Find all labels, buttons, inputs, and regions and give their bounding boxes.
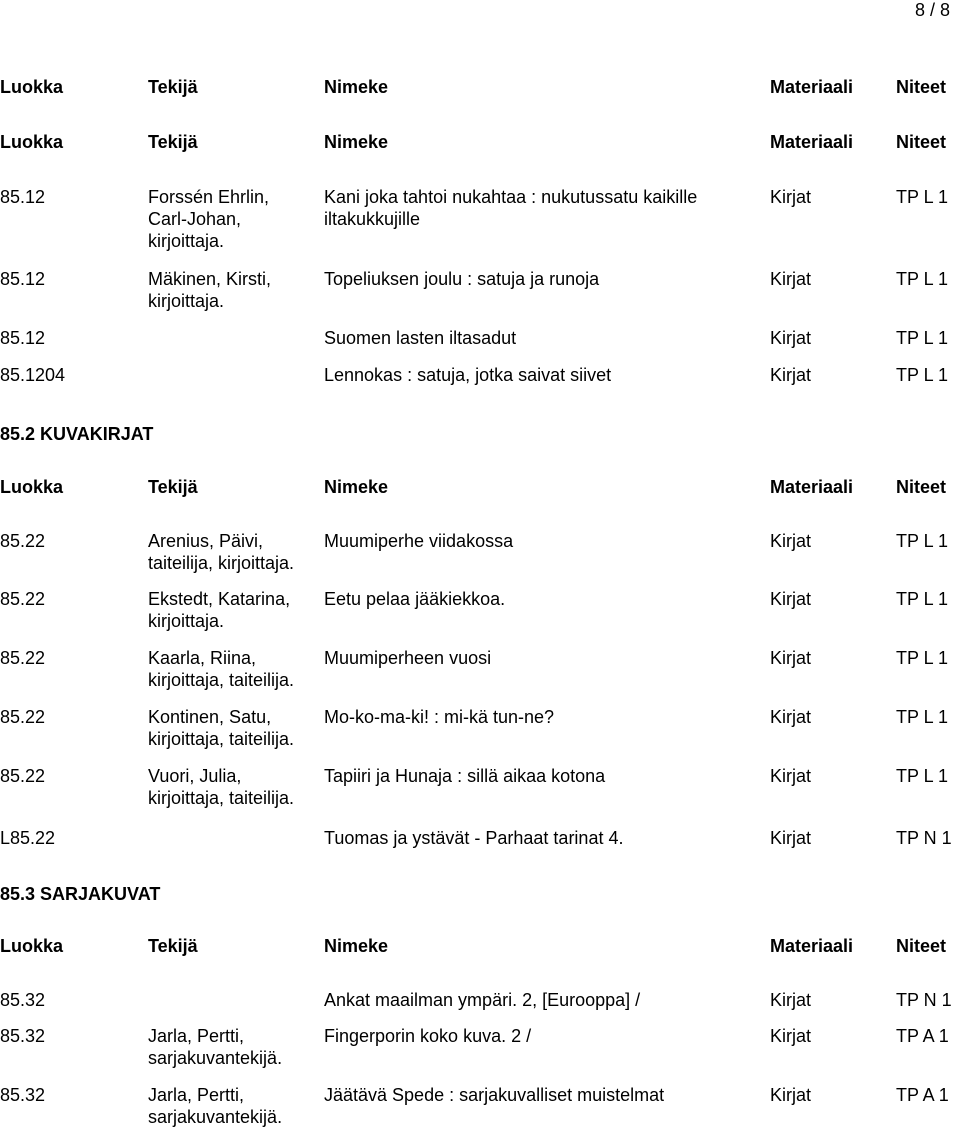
header-niteet: Niteet (896, 77, 947, 97)
table-header (0, 476, 960, 536)
cell-nimeke: Ankat maailman ympäri. 2, [Eurooppa] / (324, 990, 641, 1010)
cell-materiaali: Kirjat (770, 1085, 812, 1105)
cell-tekija: Mäkinen, Kirsti, kirjoittaja. (148, 269, 272, 311)
cell-niteet: TP N 1 (896, 990, 952, 1010)
cell-nimeke: Tapiiri ja Hunaja : sillä aikaa kotona (324, 766, 606, 786)
header-nimeke: Nimeke (324, 936, 389, 956)
cell-niteet: TP L 1 (896, 269, 949, 289)
header-luokka: Luokka (0, 132, 64, 152)
header-materiaali: Materiaali (770, 77, 854, 97)
header-materiaali: Materiaali (770, 477, 854, 497)
cell-niteet: TP N 1 (896, 828, 952, 848)
cell-niteet: TP L 1 (896, 648, 949, 668)
cell-luokka: 85.22 (0, 648, 46, 668)
table-row (0, 364, 960, 424)
header-niteet: Niteet (896, 132, 947, 152)
header-tekija: Tekijä (148, 132, 198, 152)
cell-tekija: Jarla, Pertti, sarjakuvantekijä. (148, 1085, 283, 1127)
header-nimeke: Nimeke (324, 77, 389, 97)
table-row (0, 588, 960, 648)
section-heading: 85.2 KUVAKIRJAT (0, 424, 154, 444)
cell-luokka: 85.22 (0, 766, 46, 786)
header-niteet: Niteet (896, 477, 947, 497)
cell-materiaali: Kirjat (770, 328, 812, 348)
cell-nimeke: Jäätävä Spede : sarjakuvalliset muistelmat (324, 1085, 665, 1105)
cell-nimeke: Muumiperhe viidakossa (324, 531, 514, 551)
cell-nimeke: Muumiperheen vuosi (324, 648, 492, 668)
cell-materiaali: Kirjat (770, 269, 812, 289)
cell-materiaali: Kirjat (770, 1026, 812, 1046)
cell-materiaali: Kirjat (770, 707, 812, 727)
cell-materiaali: Kirjat (770, 589, 812, 609)
cell-materiaali: Kirjat (770, 365, 812, 385)
cell-nimeke: Lennokas : satuja, jotka saivat siivet (324, 365, 612, 385)
cell-niteet: TP A 1 (896, 1085, 949, 1105)
table-row (0, 765, 960, 825)
cell-nimeke: Eetu pelaa jääkiekkoa. (324, 589, 506, 609)
header-materiaali: Materiaali (770, 936, 854, 956)
table-row (0, 647, 960, 707)
cell-materiaali: Kirjat (770, 828, 812, 848)
cell-tekija: Jarla, Pertti, sarjakuvantekijä. (148, 1026, 283, 1068)
cell-nimeke: Kani joka tahtoi nukahtaa : nukutussatu kaikille iltakukkujille (324, 187, 698, 229)
cell-niteet: TP L 1 (896, 531, 949, 551)
cell-luokka: 85.12 (0, 328, 46, 348)
cell-luokka: 85.12 (0, 269, 46, 289)
cell-tekija: Kontinen, Satu, kirjoittaja, taiteilija. (148, 707, 295, 749)
cell-materiaali: Kirjat (770, 531, 812, 551)
cell-niteet: TP L 1 (896, 365, 949, 385)
table-row (0, 1084, 960, 1131)
table-row (0, 530, 960, 590)
cell-niteet: TP L 1 (896, 766, 949, 786)
cell-materiaali: Kirjat (770, 990, 812, 1010)
cell-tekija: Kaarla, Riina, kirjoittaja, taiteilija. (148, 648, 295, 690)
cell-luokka: 85.1204 (0, 365, 66, 385)
cell-tekija: Ekstedt, Katarina, kirjoittaja. (148, 589, 291, 631)
cell-nimeke: Topeliuksen joulu : satuja ja runoja (324, 269, 600, 289)
cell-luokka: 85.32 (0, 1026, 46, 1046)
table-row (0, 706, 960, 766)
table-header (0, 131, 960, 191)
cell-luokka: 85.32 (0, 990, 46, 1010)
cell-tekija: Arenius, Päivi, taiteilija, kirjoittaja. (148, 531, 295, 573)
header-tekija: Tekijä (148, 477, 198, 497)
cell-niteet: TP L 1 (896, 707, 949, 727)
cell-luokka: 85.32 (0, 1085, 46, 1105)
header-tekija: Tekijä (148, 936, 198, 956)
cell-luokka: 85.22 (0, 589, 46, 609)
cell-niteet: TP L 1 (896, 187, 949, 207)
header-luokka: Luokka (0, 936, 64, 956)
cell-nimeke: Mo-ko-ma-ki! : mi-kä tun-ne? (324, 707, 555, 727)
cell-tekija: Forssén Ehrlin, Carl-Johan, kirjoittaja. (148, 187, 270, 251)
cell-nimeke: Tuomas ja ystävät - Parhaat tarinat 4. (324, 828, 624, 848)
cell-materiaali: Kirjat (770, 648, 812, 668)
header-luokka: Luokka (0, 77, 64, 97)
table-row (0, 827, 960, 887)
table-header (0, 935, 960, 995)
cell-niteet: TP L 1 (896, 589, 949, 609)
header-nimeke: Nimeke (324, 477, 389, 497)
header-nimeke: Nimeke (324, 132, 389, 152)
cell-tekija: Vuori, Julia, kirjoittaja, taiteilija. (148, 766, 295, 808)
cell-luokka: 85.12 (0, 187, 46, 207)
header-niteet: Niteet (896, 936, 947, 956)
table-row (0, 1025, 960, 1085)
cell-nimeke: Fingerporin koko kuva. 2 / (324, 1026, 532, 1046)
section-heading: 85.3 SARJAKUVAT (0, 884, 161, 904)
cell-materiaali: Kirjat (770, 187, 812, 207)
table-row (0, 186, 960, 251)
cell-niteet: TP L 1 (896, 328, 949, 348)
table-row (0, 268, 960, 328)
header-materiaali: Materiaali (770, 132, 854, 152)
cell-materiaali: Kirjat (770, 766, 812, 786)
table-header (0, 76, 960, 136)
header-tekija: Tekijä (148, 77, 198, 97)
cell-niteet: TP A 1 (896, 1026, 949, 1046)
cell-luokka: 85.22 (0, 707, 46, 727)
header-luokka: Luokka (0, 477, 64, 497)
cell-luokka: L85.22 (0, 828, 56, 848)
page-number: 8 / 8 (914, 0, 950, 20)
cell-luokka: 85.22 (0, 531, 46, 551)
cell-nimeke: Suomen lasten iltasadut (324, 328, 517, 348)
